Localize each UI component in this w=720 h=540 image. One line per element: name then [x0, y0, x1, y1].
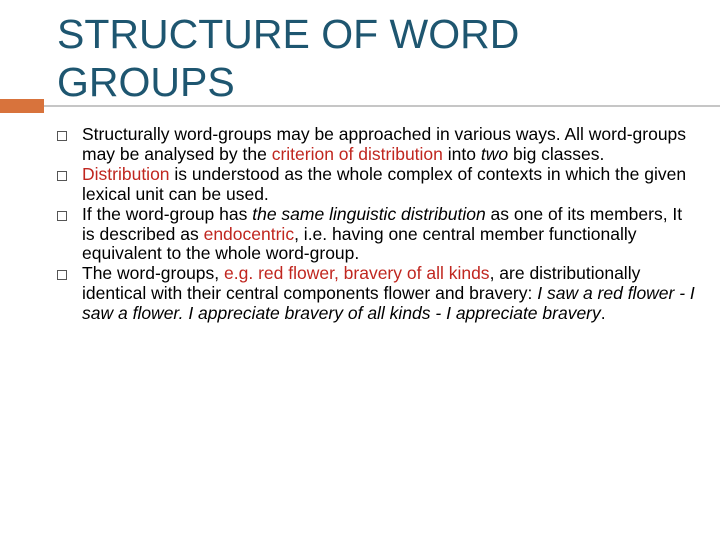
bullet-item	[57, 264, 697, 324]
text-run: If the word-group has	[82, 203, 253, 224]
italic-run: the same linguistic distribution	[252, 203, 486, 224]
text-run: .	[600, 303, 606, 324]
bullet-text	[82, 204, 682, 264]
square-bullet-icon	[57, 270, 67, 280]
bullet-text	[82, 263, 695, 323]
highlighted-term: Distribution	[82, 163, 170, 184]
bullet-item	[57, 125, 697, 165]
highlighted-term: criterion of distribution	[271, 143, 443, 164]
text-run: is understood as the whole complex of contexts in which the given lexical unit can be used.	[82, 163, 687, 204]
text-run: into	[442, 143, 481, 164]
slide-title: STRUCTURE OF WORD GROUPS	[57, 11, 520, 105]
italic-run: two	[480, 143, 509, 164]
square-bullet-icon	[57, 171, 67, 181]
bullet-item	[57, 205, 697, 265]
title-rule-line	[44, 105, 720, 107]
text-run: , i.e. having one central member functionally equivalent to the whole word-group.	[82, 223, 637, 264]
highlighted-term: endocentric	[203, 223, 295, 244]
italic-run: I saw a red flower - I saw a flower. I appreciate bravery of all kinds - I appreciate bravery	[82, 283, 695, 324]
bullet-list	[57, 125, 697, 324]
bullet-text	[82, 124, 686, 164]
text-run: big classes.	[508, 143, 605, 164]
square-bullet-icon	[57, 211, 67, 221]
text-run: Structurally word-groups may be approached in various ways. All word-groups may be analysed by the	[82, 124, 687, 164]
square-bullet-icon	[57, 131, 67, 141]
text-run: , are distributionally identical with their central components flower and bravery:	[82, 263, 641, 304]
bullet-text	[82, 164, 686, 204]
bullet-item	[57, 165, 697, 205]
text-run: as one of its members, It is described as	[82, 203, 683, 244]
text-run: The word-groups,	[82, 263, 225, 284]
highlighted-term: e.g. red flower, bravery of all kinds	[224, 263, 490, 284]
title-rule-accent	[0, 99, 44, 113]
